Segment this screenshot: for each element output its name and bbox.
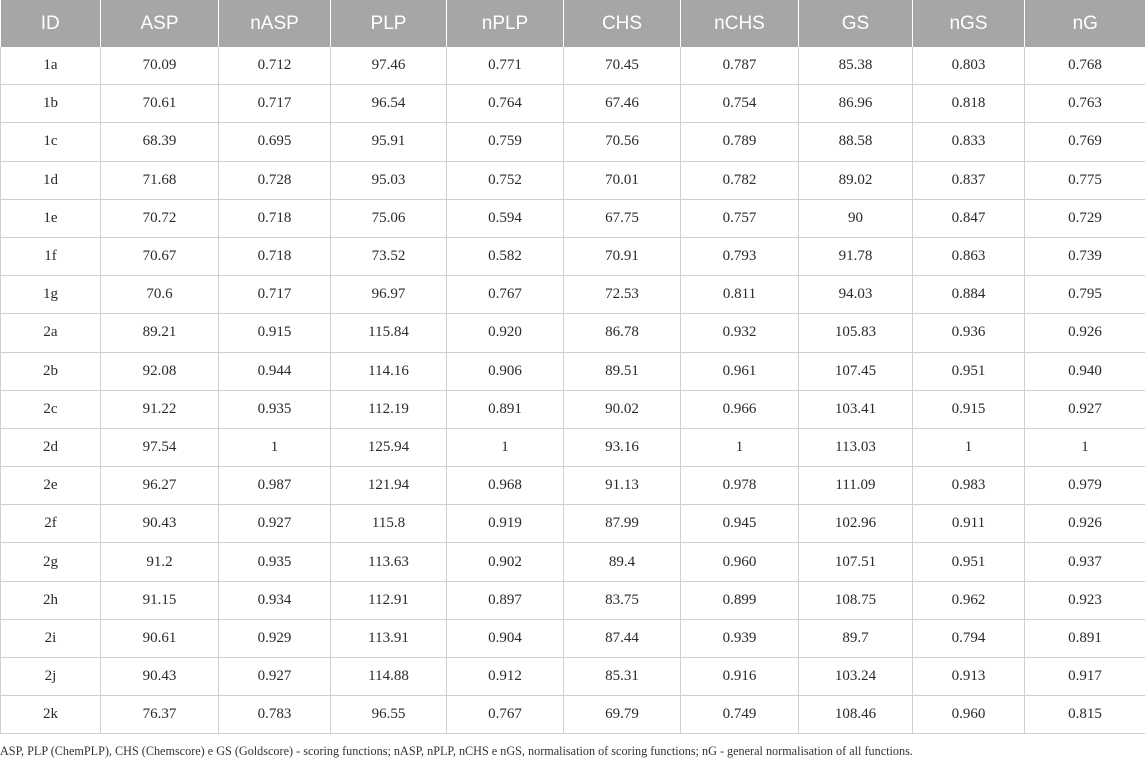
table-row xyxy=(1,237,1145,275)
table-cell: 68.39 xyxy=(101,123,219,161)
table-cell: 0.775 xyxy=(1025,161,1145,199)
table-cell: 1e xyxy=(1,199,101,237)
table-cell: 0.582 xyxy=(447,237,564,275)
table-cell: 94.03 xyxy=(799,276,913,314)
table-body xyxy=(1,47,1145,734)
table-cell: 83.75 xyxy=(564,581,681,619)
table-row xyxy=(1,352,1145,390)
table-cell: 0.891 xyxy=(1025,619,1145,657)
table-cell: 0.768 xyxy=(1025,47,1145,85)
table-cell: 0.771 xyxy=(447,47,564,85)
table-row xyxy=(1,85,1145,123)
table-cell: 2d xyxy=(1,428,101,466)
table-cell: 0.728 xyxy=(219,161,331,199)
table-cell: 85.31 xyxy=(564,658,681,696)
table-cell: 2e xyxy=(1,467,101,505)
table-cell: 0.926 xyxy=(1025,505,1145,543)
table-cell: 0.966 xyxy=(681,390,799,428)
table-cell: 2a xyxy=(1,314,101,352)
column-header-asp: ASP xyxy=(101,0,219,47)
table-cell: 97.54 xyxy=(101,428,219,466)
table-cell: 0.803 xyxy=(913,47,1025,85)
column-header-nasp: nASP xyxy=(219,0,331,47)
table-row xyxy=(1,276,1145,314)
table-cell: 115.8 xyxy=(331,505,447,543)
table-cell: 0.940 xyxy=(1025,352,1145,390)
table-cell: 0.936 xyxy=(913,314,1025,352)
table-cell: 1 xyxy=(681,428,799,466)
table-cell: 70.09 xyxy=(101,47,219,85)
table-cell: 2j xyxy=(1,658,101,696)
table-cell: 0.754 xyxy=(681,85,799,123)
table-row xyxy=(1,467,1145,505)
table-cell: 0.811 xyxy=(681,276,799,314)
table-footnote: ASP, PLP (ChemPLP), CHS (Chemscore) e GS (Goldscore) - scoring functions; nASP, nPLP, nCHS e nGS, normalisation of scoring functions; nG - general normalisation of all functions. xyxy=(0,744,913,758)
table-cell: 0.904 xyxy=(447,619,564,657)
table-row xyxy=(1,428,1145,466)
table-cell: 70.01 xyxy=(564,161,681,199)
table-cell: 91.13 xyxy=(564,467,681,505)
table-cell: 1 xyxy=(447,428,564,466)
table-row xyxy=(1,543,1145,581)
table-cell: 0.983 xyxy=(913,467,1025,505)
table-cell: 0.916 xyxy=(681,658,799,696)
table-cell: 86.96 xyxy=(799,85,913,123)
table-cell: 90.43 xyxy=(101,658,219,696)
table-cell: 89.4 xyxy=(564,543,681,581)
table-cell: 114.16 xyxy=(331,352,447,390)
table-cell: 0.913 xyxy=(913,658,1025,696)
table-cell: 0.979 xyxy=(1025,467,1145,505)
table-cell: 0.763 xyxy=(1025,85,1145,123)
table-cell: 0.920 xyxy=(447,314,564,352)
table-cell: 0.695 xyxy=(219,123,331,161)
column-header-ngs: nGS xyxy=(913,0,1025,47)
table-cell: 91.22 xyxy=(101,390,219,428)
table-cell: 70.61 xyxy=(101,85,219,123)
table-cell: 1a xyxy=(1,47,101,85)
table-cell: 108.46 xyxy=(799,696,913,734)
table-cell: 125.94 xyxy=(331,428,447,466)
table-cell: 113.91 xyxy=(331,619,447,657)
table-cell: 0.915 xyxy=(219,314,331,352)
table-cell: 0.912 xyxy=(447,658,564,696)
table-cell: 0.752 xyxy=(447,161,564,199)
table-cell: 0.749 xyxy=(681,696,799,734)
column-header-plp: PLP xyxy=(331,0,447,47)
table-cell: 0.902 xyxy=(447,543,564,581)
table-cell: 0.935 xyxy=(219,390,331,428)
table-cell: 0.837 xyxy=(913,161,1025,199)
table-cell: 97.46 xyxy=(331,47,447,85)
table-cell: 93.16 xyxy=(564,428,681,466)
table-cell: 0.978 xyxy=(681,467,799,505)
table-cell: 1 xyxy=(913,428,1025,466)
table-cell: 2h xyxy=(1,581,101,619)
table-cell: 70.6 xyxy=(101,276,219,314)
table-row xyxy=(1,619,1145,657)
table-cell: 2c xyxy=(1,390,101,428)
table-cell: 108.75 xyxy=(799,581,913,619)
table-cell: 0.717 xyxy=(219,85,331,123)
table-cell: 0.783 xyxy=(219,696,331,734)
table-row xyxy=(1,47,1145,85)
table-cell: 86.78 xyxy=(564,314,681,352)
table-cell: 0.917 xyxy=(1025,658,1145,696)
table-cell: 2i xyxy=(1,619,101,657)
table-cell: 0.927 xyxy=(1025,390,1145,428)
table-cell: 113.63 xyxy=(331,543,447,581)
table-cell: 76.37 xyxy=(101,696,219,734)
table-cell: 0.968 xyxy=(447,467,564,505)
table-cell: 0.815 xyxy=(1025,696,1145,734)
table-cell: 87.44 xyxy=(564,619,681,657)
table-cell: 96.54 xyxy=(331,85,447,123)
table-cell: 0.782 xyxy=(681,161,799,199)
table-cell: 72.53 xyxy=(564,276,681,314)
table-cell: 0.899 xyxy=(681,581,799,619)
table-cell: 0.962 xyxy=(913,581,1025,619)
table-cell: 89.21 xyxy=(101,314,219,352)
table-cell: 0.961 xyxy=(681,352,799,390)
table-cell: 114.88 xyxy=(331,658,447,696)
table-cell: 102.96 xyxy=(799,505,913,543)
table-cell: 112.19 xyxy=(331,390,447,428)
table-cell: 69.79 xyxy=(564,696,681,734)
table-cell: 0.929 xyxy=(219,619,331,657)
table-cell: 1f xyxy=(1,237,101,275)
table-cell: 91.15 xyxy=(101,581,219,619)
table-cell: 91.2 xyxy=(101,543,219,581)
table-cell: 96.55 xyxy=(331,696,447,734)
table-cell: 0.712 xyxy=(219,47,331,85)
table-row xyxy=(1,123,1145,161)
table-cell: 121.94 xyxy=(331,467,447,505)
table-cell: 92.08 xyxy=(101,352,219,390)
column-header-chs: CHS xyxy=(564,0,681,47)
header-row xyxy=(1,0,1145,47)
table-cell: 1c xyxy=(1,123,101,161)
table-cell: 2b xyxy=(1,352,101,390)
table-cell: 2k xyxy=(1,696,101,734)
table-cell: 2f xyxy=(1,505,101,543)
table-cell: 88.58 xyxy=(799,123,913,161)
table-row xyxy=(1,390,1145,428)
table-cell: 2g xyxy=(1,543,101,581)
table-cell: 1d xyxy=(1,161,101,199)
table-cell: 91.78 xyxy=(799,237,913,275)
table-cell: 67.46 xyxy=(564,85,681,123)
table-cell: 103.24 xyxy=(799,658,913,696)
table-cell: 0.793 xyxy=(681,237,799,275)
table-cell: 89.7 xyxy=(799,619,913,657)
table-cell: 0.906 xyxy=(447,352,564,390)
table-cell: 107.45 xyxy=(799,352,913,390)
table-cell: 103.41 xyxy=(799,390,913,428)
table-cell: 0.718 xyxy=(219,199,331,237)
table-cell: 105.83 xyxy=(799,314,913,352)
table-cell: 0.767 xyxy=(447,276,564,314)
table-cell: 96.97 xyxy=(331,276,447,314)
table-row xyxy=(1,161,1145,199)
table-cell: 0.932 xyxy=(681,314,799,352)
table-cell: 0.935 xyxy=(219,543,331,581)
table-cell: 1 xyxy=(219,428,331,466)
table-cell: 0.939 xyxy=(681,619,799,657)
table-cell: 90.61 xyxy=(101,619,219,657)
table-cell: 67.75 xyxy=(564,199,681,237)
table-cell: 0.767 xyxy=(447,696,564,734)
table-cell: 85.38 xyxy=(799,47,913,85)
table-row xyxy=(1,505,1145,543)
table-cell: 0.789 xyxy=(681,123,799,161)
table-cell: 70.67 xyxy=(101,237,219,275)
table-cell: 71.68 xyxy=(101,161,219,199)
table-cell: 0.951 xyxy=(913,543,1025,581)
table-cell: 0.717 xyxy=(219,276,331,314)
column-header-nchs: nCHS xyxy=(681,0,799,47)
table-cell: 0.818 xyxy=(913,85,1025,123)
table-cell: 0.987 xyxy=(219,467,331,505)
table-cell: 89.02 xyxy=(799,161,913,199)
table-cell: 0.847 xyxy=(913,199,1025,237)
table-cell: 0.833 xyxy=(913,123,1025,161)
table-cell: 0.891 xyxy=(447,390,564,428)
table-cell: 0.937 xyxy=(1025,543,1145,581)
table-row xyxy=(1,314,1145,352)
table-cell: 0.764 xyxy=(447,85,564,123)
table-cell: 1g xyxy=(1,276,101,314)
table-cell: 90.02 xyxy=(564,390,681,428)
table-cell: 0.960 xyxy=(913,696,1025,734)
table-cell: 75.06 xyxy=(331,199,447,237)
table-cell: 70.91 xyxy=(564,237,681,275)
table-cell: 111.09 xyxy=(799,467,913,505)
table-cell: 0.919 xyxy=(447,505,564,543)
table-cell: 0.915 xyxy=(913,390,1025,428)
table-cell: 0.795 xyxy=(1025,276,1145,314)
column-header-nplp: nPLP xyxy=(447,0,564,47)
table-row xyxy=(1,199,1145,237)
table-cell: 0.718 xyxy=(219,237,331,275)
table-cell: 89.51 xyxy=(564,352,681,390)
table-cell: 0.897 xyxy=(447,581,564,619)
table-row xyxy=(1,581,1145,619)
table-cell: 0.927 xyxy=(219,658,331,696)
table-cell: 0.594 xyxy=(447,199,564,237)
column-header-ng: nG xyxy=(1025,0,1145,47)
table-cell: 107.51 xyxy=(799,543,913,581)
table-cell: 0.863 xyxy=(913,237,1025,275)
table-cell: 1 xyxy=(1025,428,1145,466)
table-cell: 96.27 xyxy=(101,467,219,505)
table-cell: 112.91 xyxy=(331,581,447,619)
table-header xyxy=(1,0,1145,47)
column-header-gs: GS xyxy=(799,0,913,47)
table-cell: 0.923 xyxy=(1025,581,1145,619)
table-cell: 70.45 xyxy=(564,47,681,85)
table-cell: 87.99 xyxy=(564,505,681,543)
table-cell: 95.03 xyxy=(331,161,447,199)
table-cell: 0.934 xyxy=(219,581,331,619)
table-row xyxy=(1,658,1145,696)
table-cell: 0.787 xyxy=(681,47,799,85)
table-cell: 0.794 xyxy=(913,619,1025,657)
table-cell: 73.52 xyxy=(331,237,447,275)
table-cell: 90.43 xyxy=(101,505,219,543)
table-cell: 0.960 xyxy=(681,543,799,581)
table-cell: 113.03 xyxy=(799,428,913,466)
table-cell: 115.84 xyxy=(331,314,447,352)
table-cell: 1b xyxy=(1,85,101,123)
table-cell: 0.757 xyxy=(681,199,799,237)
table-cell: 0.911 xyxy=(913,505,1025,543)
table-cell: 0.945 xyxy=(681,505,799,543)
table-cell: 0.884 xyxy=(913,276,1025,314)
column-header-id: ID xyxy=(1,0,101,47)
table-cell: 0.759 xyxy=(447,123,564,161)
table-cell: 0.926 xyxy=(1025,314,1145,352)
table-cell: 0.729 xyxy=(1025,199,1145,237)
table-cell: 70.56 xyxy=(564,123,681,161)
table-cell: 0.951 xyxy=(913,352,1025,390)
table-cell: 0.944 xyxy=(219,352,331,390)
table-cell: 95.91 xyxy=(331,123,447,161)
table-row xyxy=(1,696,1145,734)
table-cell: 0.927 xyxy=(219,505,331,543)
table-cell: 70.72 xyxy=(101,199,219,237)
table-cell: 90 xyxy=(799,199,913,237)
table-cell: 0.769 xyxy=(1025,123,1145,161)
table-cell: 0.739 xyxy=(1025,237,1145,275)
